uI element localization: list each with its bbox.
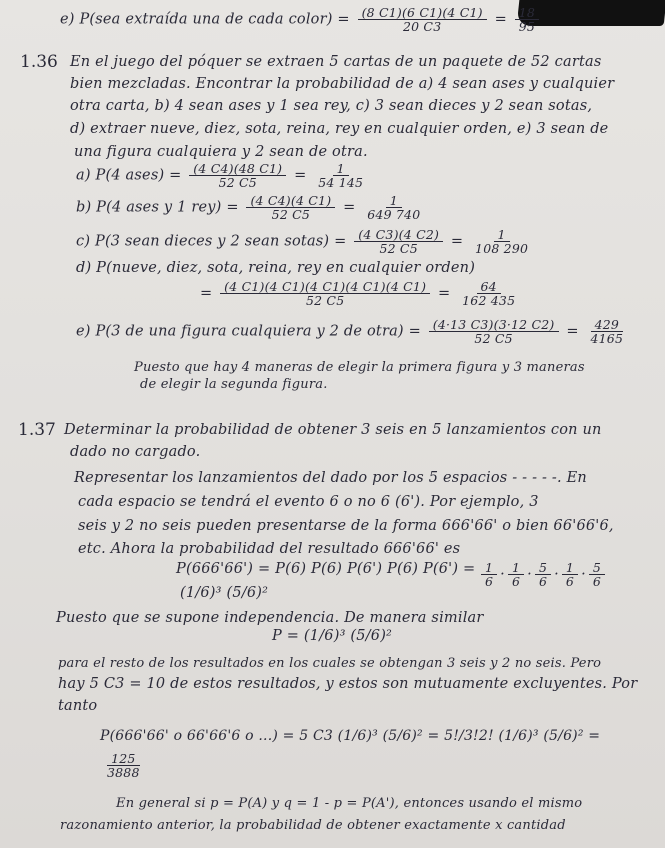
fraction-num: (4 C3)(4 C2): [354, 228, 443, 242]
result-num: 1: [494, 228, 510, 242]
note-text: Puesto que hay 4 maneras de elegir la primera figura y 3 maneras: [134, 360, 585, 375]
problem-number: 1.37: [18, 420, 56, 440]
formula-lhs: a) P(4 ases) =: [76, 167, 182, 184]
result-num: 1: [333, 162, 349, 176]
result-num: 125: [107, 752, 139, 766]
formula-line: P(666'66' o 66'66'6 o ...) = 5 C3 (1/6)³ (5/6)² = 5!/3!2! (1/6)³ (5/6)² =: [100, 728, 601, 744]
equals: =: [437, 285, 451, 302]
fraction-den: 52 C5: [379, 241, 418, 257]
formula-lhs: e) P(3 de una figura cualquiera y 2 de otra) =: [76, 323, 421, 340]
fraction-den: 20 C3: [402, 19, 442, 35]
problem-text: dado no cargado.: [70, 444, 201, 460]
answer-d: d) P(nueve, diez, sota, reina, rey en cualquier orden): [76, 260, 476, 276]
solution-text: cada espacio se tendrá el evento 6 o no 6 (6'). Por ejemplo, 3: [78, 494, 539, 510]
result-den: 4165: [590, 331, 624, 347]
answer-d-formula: [200, 280, 522, 307]
result-den: 3888: [107, 765, 140, 781]
problem-text: bien mezcladas. Encontrar la probabilidad de a) 4 sean ases y cualquier: [70, 76, 615, 92]
result-num: 18: [515, 6, 539, 20]
formula-line: P = (1/6)³ (5/6)²: [272, 628, 393, 644]
solution-text: Representar los lanzamientos del dado por los 5 espacios - - - - -. En: [74, 470, 587, 486]
result-den: 108 290: [475, 241, 529, 257]
equals: =: [200, 285, 213, 302]
equals: =: [343, 199, 356, 216]
equals: =: [566, 323, 579, 340]
formula-terms: $\frac{1}{6}$ · $\frac{1}{6}$ · $\frac{5}{6}$ · $\frac{1}{6}$ · $\frac{5}{6}$: [478, 561, 608, 588]
problem-number: 1.36: [20, 52, 58, 72]
formula-lhs: e) P(sea extraída una de cada color) =: [60, 11, 350, 28]
problem-text: En el juego del póquer se extraen 5 cartas de un paquete de 52 cartas: [70, 54, 602, 70]
problem-text: d) extraer nueve, diez, sota, reina, rey en cualquier orden, e) 3 sean de: [70, 121, 609, 137]
problem-text: una figura cualquiera y 2 sean de otra.: [74, 144, 368, 160]
answer-a: [76, 162, 370, 189]
fraction-num: (8 C1)(6 C1)(4 C1): [358, 6, 487, 20]
note-text: de elegir la segunda figura.: [140, 377, 328, 392]
formula-lhs: c) P(3 sean dieces y 2 sean sotas) =: [76, 233, 347, 250]
answer-b: [76, 194, 427, 221]
solution-text: para el resto de los resultados en los cuales se obtengan 3 seis y 2 no seis. Pero: [58, 656, 602, 671]
solution-text: En general si p = P(A) y q = 1 - p = P(A'), entonces usando el mismo: [116, 796, 583, 811]
fraction-num: (4·13 C3)(3·12 C2): [429, 318, 559, 332]
fraction-num: (4 C4)(48 C1): [189, 162, 286, 176]
result-den: 649 740: [367, 207, 421, 223]
result-den: 162 435: [462, 293, 516, 309]
answer-e: [76, 318, 630, 345]
result-num: 64: [477, 280, 501, 294]
answer-c: [76, 228, 535, 255]
fraction-den: 52 C5: [474, 331, 513, 347]
result-num: 1: [386, 194, 402, 208]
equals: =: [294, 167, 307, 184]
fraction-den: 52 C5: [218, 175, 257, 191]
solution-text: seis y 2 no seis pueden presentarse de la forma 666'66' o bien 66'66'6,: [78, 518, 614, 534]
equals: =: [494, 11, 507, 28]
solution-text: Puesto que se supone independencia. De manera similar: [56, 610, 484, 626]
fraction-den: 52 C5: [271, 207, 311, 223]
problem-text: otra carta, b) 4 sean ases y 1 sea rey, c) 3 sean dieces y 2 sean sotas,: [70, 98, 593, 114]
prev-answer-e: [60, 6, 542, 33]
solution-text: tanto: [58, 698, 98, 714]
fraction-num: (4 C4)(4 C1): [246, 194, 335, 208]
solution-text: etc. Ahora la probabilidad del resultado 666'66' es: [78, 541, 461, 557]
result-den: 95: [518, 19, 536, 35]
fraction-den: 52 C5: [305, 293, 345, 309]
equals: =: [450, 233, 464, 250]
final-result: [100, 752, 147, 779]
formula-lhs: b) P(4 ases y 1 rey) =: [76, 199, 239, 216]
problem-text: Determinar la probabilidad de obtener 3 seis en 5 lanzamientos con un: [64, 422, 602, 438]
result-num: 429: [591, 318, 623, 332]
formula-line: (1/6)³ (5/6)²: [180, 585, 269, 601]
result-den: 54 145: [318, 175, 364, 191]
solution-text: hay 5 C3 = 10 de estos resultados, y estos son mutuamente excluyentes. Por: [58, 676, 638, 692]
solution-text: razonamiento anterior, la probabilidad de obtener exactamente x cantidad: [60, 818, 566, 833]
fraction-num: (4 C1)(4 C1)(4 C1)(4 C1)(4 C1): [220, 280, 430, 294]
formula-line: P(666'66') = P(6) P(6) P(6') P(6) P(6') =: [176, 561, 476, 577]
